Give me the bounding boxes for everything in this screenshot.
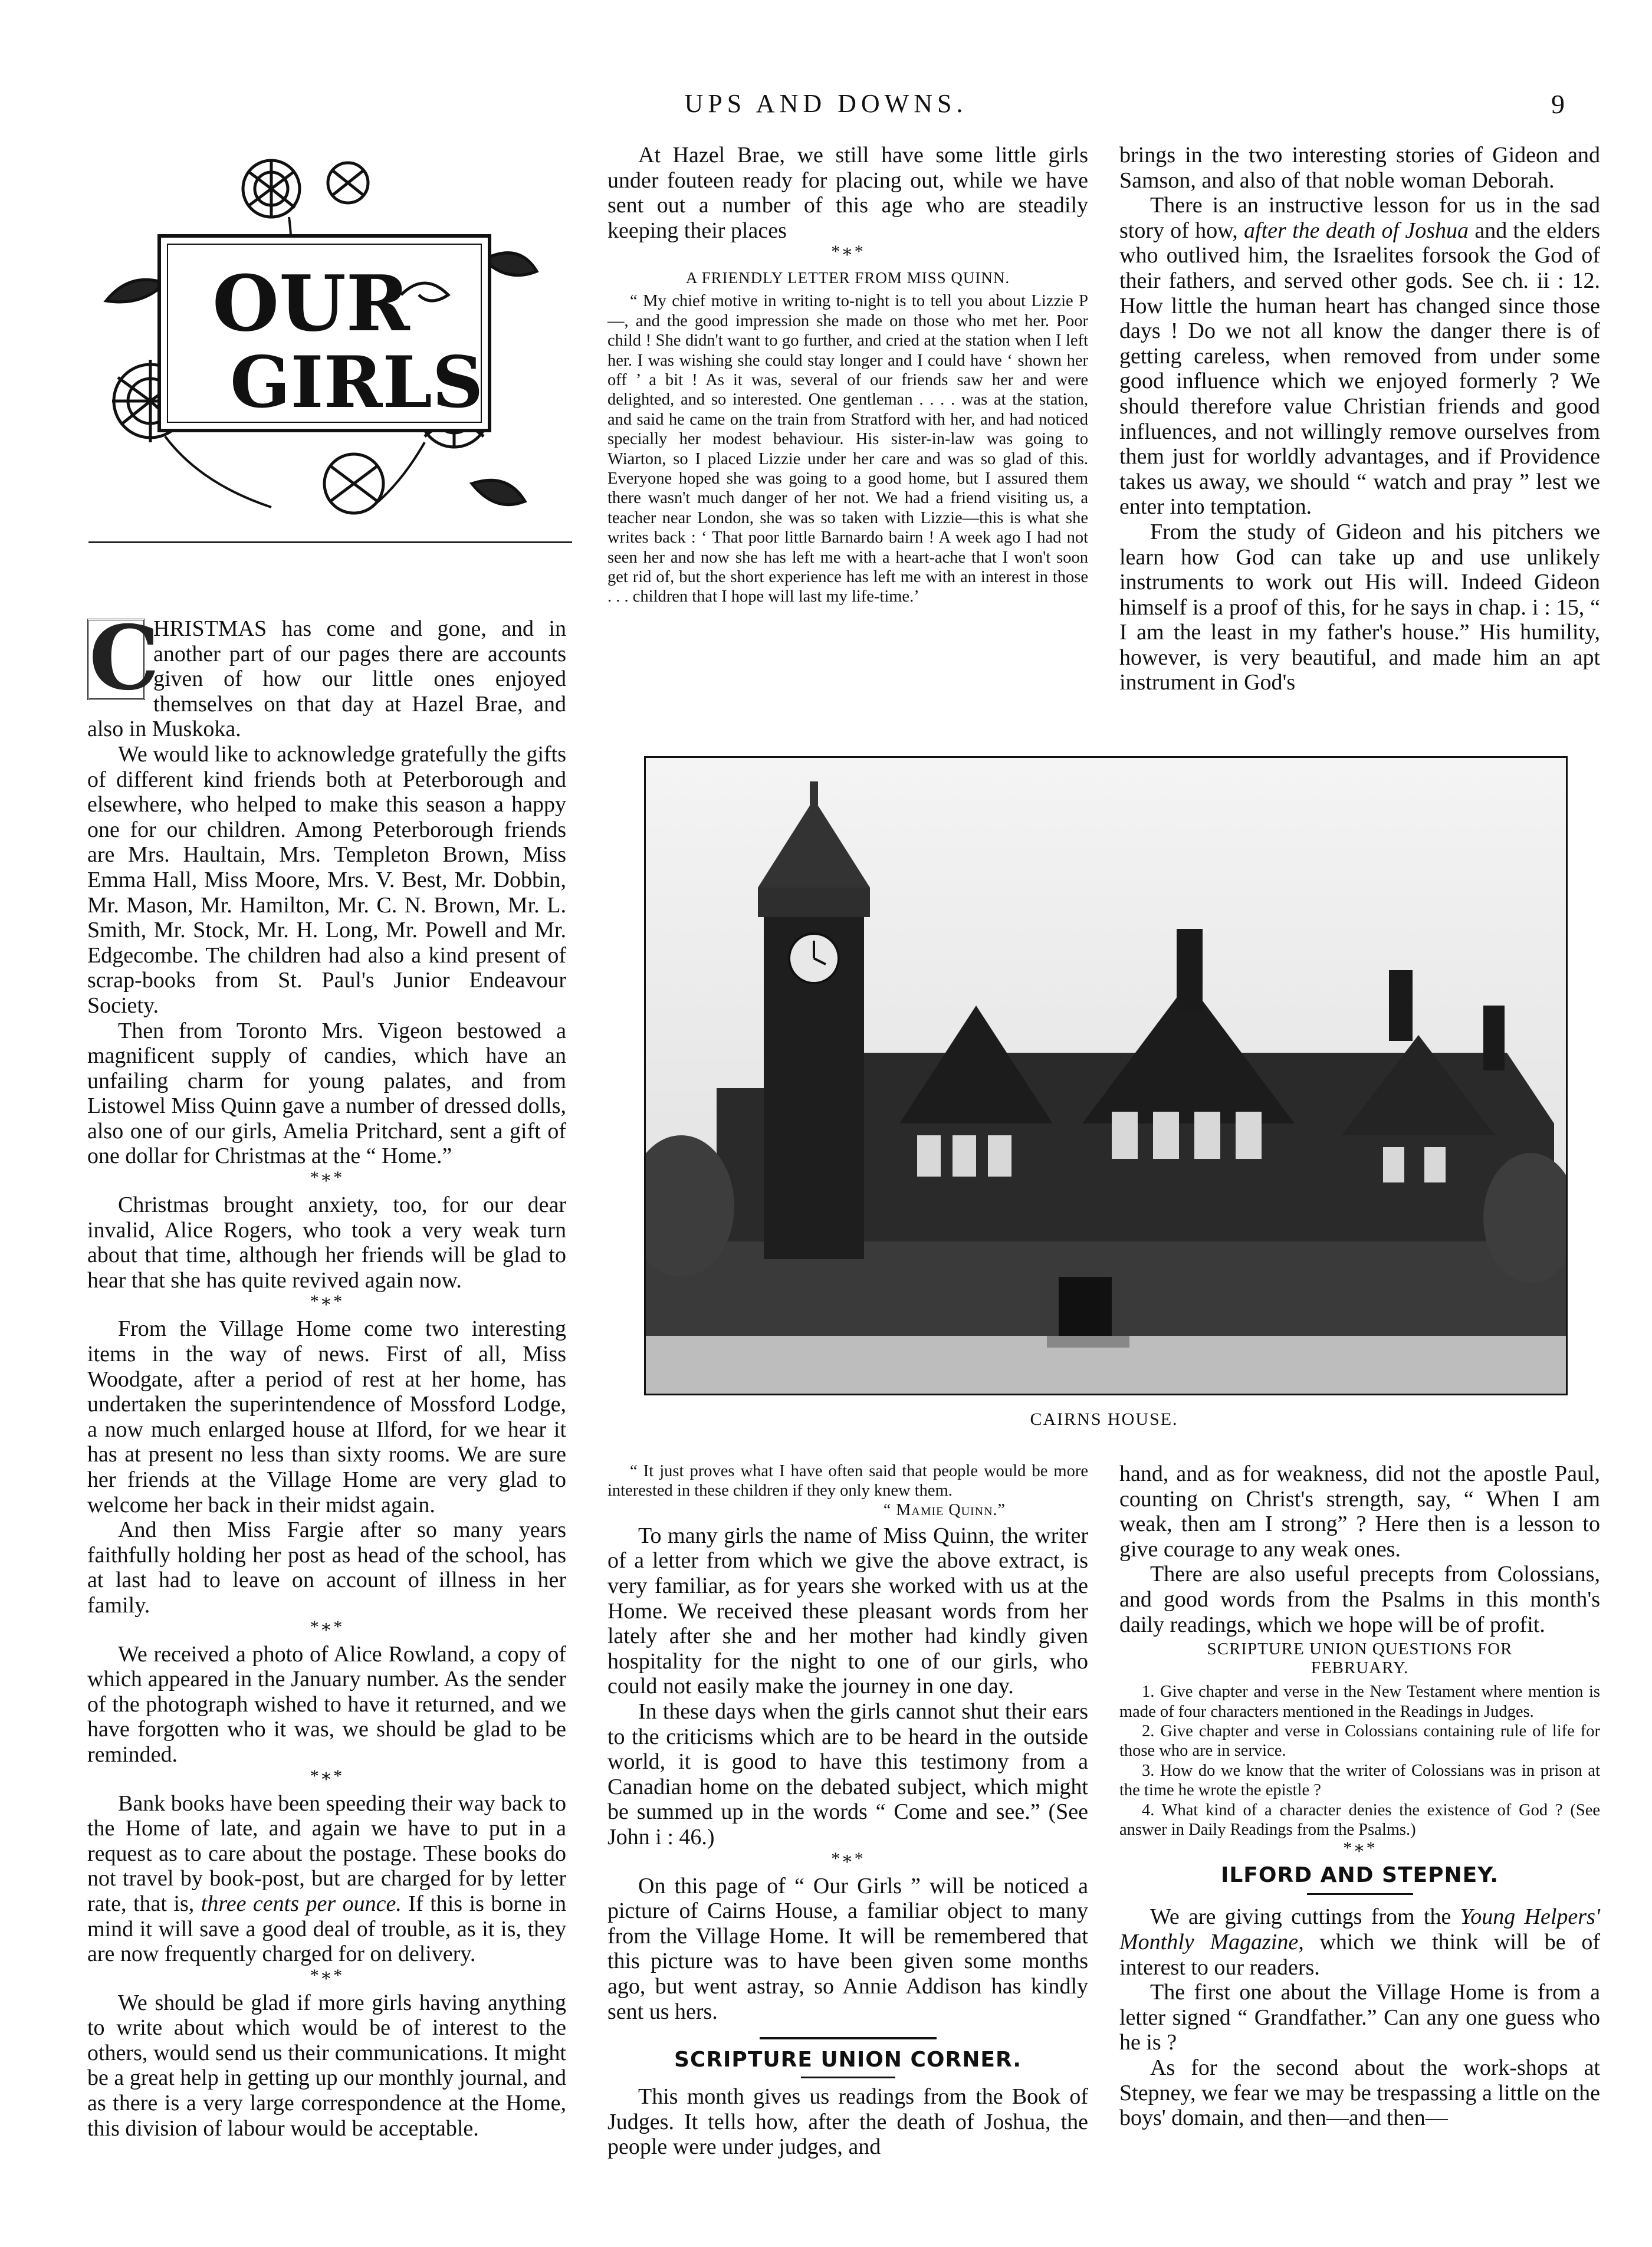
asterism: *∗* bbox=[310, 1168, 344, 1188]
middle-column-lower bbox=[607, 1461, 1088, 2160]
paragraph-alice-rogers: Christmas brought anxiety, too, for our dear invalid, Alice Rogers, who took a very weak turn about that time, although her friends will be glad to hear that she has quite revived again now. bbox=[87, 1193, 566, 1293]
asterism: *∗* bbox=[310, 1965, 344, 1985]
our-girls-banner bbox=[94, 153, 543, 531]
opening-text: HRISTMAS has come and gone, and in another part of our pages there are accounts given of how our little ones enjoyed themselves on that day at Hazel Brae, and also in Muskoka. bbox=[87, 616, 566, 742]
paragraph-weakness: hand, and as for weakness, did not the apostle Paul, counting on Christ's strength, say, “ When I am weak, then am I strong” ? Here then is a lesson to give courage to any weak ones. bbox=[1119, 1461, 1600, 1562]
asterism: *∗* bbox=[310, 1766, 344, 1786]
paragraph-bank-books: Bank books have been speeding their way back to the Home of late, and again we have to put in a request as to care about the postage. These books do not travel by book-post, but are charged for by letter rate, that is, three cents per ounce. If this is borne in mind it will save a good deal of trouble, as it is, they are now frequently charged for on delivery. bbox=[87, 1791, 566, 1967]
asterism: *∗* bbox=[310, 1292, 344, 1312]
letter-signature: “ Mamie Quinn.” bbox=[883, 1500, 1006, 1519]
building-illustration bbox=[646, 758, 1566, 1394]
right-column-lower bbox=[1119, 1461, 1600, 2131]
asterism: *∗* bbox=[831, 242, 865, 262]
running-head: UPS AND DOWNS. bbox=[684, 89, 968, 118]
paragraph-stepney: As for the second about the work-shops at Stepney, we fear we may be trespassing a little on the boys' domain, and then—and then— bbox=[1119, 2055, 1600, 2131]
paragraph-hazel-brae: At Hazel Brae, we still have some little girls under fouteen ready for placing out, while we have sent out a number of this age who are steadily keeping their places bbox=[607, 143, 1088, 243]
asterism: *∗* bbox=[831, 1848, 865, 1868]
chrysanthemum-top-icon bbox=[243, 160, 368, 217]
questions-heading-line1: SCRIPTURE UNION QUESTIONS FOR bbox=[1207, 1640, 1513, 1659]
question-1: 1. Give chapter and verse in the New Testament where mention is made of four characters mentioned in the Readings in Judges. bbox=[1119, 1683, 1600, 1721]
section-rule-short bbox=[1307, 1893, 1413, 1895]
paragraph-gideon-samson: brings in the two interesting stories of Gideon and Samson, and also of that noble woman Deborah. bbox=[1119, 143, 1600, 193]
paragraph-toronto: Then from Toronto Mrs. Vigeon bestowed a magnificent supply of candies, which have an unfailing charm for young palates, and from Listowel Miss Quinn gave a number of dressed dolls, also one of our girls, Amelia Pritchard, sent a gift of one dollar for Christmas at the “ Home.” bbox=[87, 1018, 566, 1169]
drop-cap: C bbox=[87, 619, 145, 700]
photo-caption: CAIRNS HOUSE. bbox=[1030, 1410, 1178, 1429]
paragraph-colossians: There are also useful precepts from Colossians, and good words from the Psalms in this month's daily readings, which we hope will be of profit. bbox=[1119, 1562, 1600, 1637]
page-number: 9 bbox=[1551, 89, 1565, 119]
cairns-house-photo bbox=[644, 756, 1568, 1395]
divider-rule bbox=[88, 541, 572, 543]
paragraph-grandfather: The first one about the Village Home is from a letter signed “ Grandfather.” Can any one guess who he is ? bbox=[1119, 1980, 1600, 2055]
question-4: 4. What kind of a character denies the existence of God ? (See answer in Daily Readings from the Psalms.) bbox=[1119, 1801, 1600, 1839]
section-rule bbox=[760, 2037, 937, 2048]
paragraph-miss-fargie: And then Miss Fargie after so many years faithfully holding her post as head of the school, has at last had to leave on account of illness in her family. bbox=[87, 1517, 566, 1618]
question-3: 3. How do we know that the writer of Colossians was in prison at the time he wrote the epistle ? bbox=[1119, 1761, 1600, 1800]
opening-paragraph bbox=[87, 606, 566, 742]
paragraph-thanks: We would like to acknowledge gratefully the gifts of different kind friends both at Peterborough and elsewhere, who helped to make this season a happy one for our children. Among Peterborough friends are Mrs. Haultain, Mrs. Templeton Brown, Miss Emma Hall, Miss Moore, Mrs. V. Best, Mr. Dobbin, Mr. Mason, Mr. Hamilton, Mr. C. N. Brown, Mr. L. Smith, Mr. Stock, Mr. H. Long, Mr. Powell and Mr. Edgecombe. The children had also a kind present of scrap-books from St. Paul's Junior Endeavour Society. bbox=[87, 741, 566, 1018]
banner-word-girls: GIRLS bbox=[230, 341, 484, 424]
asterism: *∗* bbox=[310, 1617, 344, 1637]
middle-column-upper bbox=[607, 143, 1088, 607]
banner-word-our: OUR bbox=[212, 258, 410, 349]
paragraph-miss-quinn: To many girls the name of Miss Quinn, the writer of a letter from which we give the above extract, is very familiar, as for years she worked with us at the Home. We received these pleasant words from her lately after she and her mother had kindly given hospitality for the night to one of our girls, who could not easily make the journey in one day. bbox=[607, 1523, 1088, 1699]
paragraph-gideon-pitchers: From the study of Gideon and his pitchers we learn how God can take up and use unlikely instruments to work out His will. Indeed Gideon himself is a proof of this, for he says in chap. i : 15, “ I am the least in my father's house.” His humility, however, is very beautiful, and made him an apt instrument in God's bbox=[1119, 519, 1600, 695]
paragraph-cuttings: We are giving cuttings from the Young Helpers' Monthly Magazine, which we think will be of interest to our readers. bbox=[1119, 1904, 1600, 1980]
paragraph-communications: We should be glad if more girls having anything to write about which would be of interest to the others, would send us their communications. It might be a great help in getting up our monthly journal, and as there is a very large correspondence at the Home, this division of labour would be acceptable. bbox=[87, 1990, 566, 2141]
letter-ending: “ It just proves what I have often said that people would be more interested in these children if they only knew them. bbox=[607, 1462, 1088, 1500]
paragraph-testimony: In these days when the girls cannot shut their ears to the criticisms which are to be heard in the outside world, it is good to have this testimony from a Canadian home on the debated subject, which might be summed up in the words “ Come and see.” (See John i : 46.) bbox=[607, 1699, 1088, 1849]
section-rule-short bbox=[801, 2077, 895, 2078]
asterism: *∗* bbox=[1343, 1838, 1377, 1858]
paragraph-village-home: From the Village Home come two interesting items in the way of news. First of all, Miss Woodgate, after a period of rest at her home, has undertaken the superintendence of Mossford Lodge, a now much enlarged house at Ilford, for we hear it has at present no less than sixty rooms. We are sure her friends at the Village Home are very glad to welcome her back in their midst again. bbox=[87, 1316, 566, 1517]
heading-ilford-stepney: ILFORD AND STEPNEY. bbox=[1220, 1863, 1499, 1888]
paragraph-cairns-house: On this page of “ Our Girls ” will be noticed a picture of Cairns House, a familiar object to many from the Village Home. It will be remembered that this picture was to have been given some months ago, but went astray, so Annie Addison has kindly sent us hers. bbox=[607, 1873, 1088, 2024]
right-column-upper bbox=[1119, 143, 1600, 695]
paragraph-alice-rowland: We received a photo of Alice Rowland, a copy of which appeared in the January number. As the sender of the photograph wished to have it returned, and we have forgotten who it was, we should be glad to be reminded. bbox=[87, 1641, 566, 1767]
heading-scripture-union-corner: SCRIPTURE UNION CORNER. bbox=[674, 2048, 1022, 2072]
left-column bbox=[87, 606, 566, 2141]
letter-heading: A FRIENDLY LETTER FROM MISS QUINN. bbox=[685, 269, 1010, 287]
letter-body: “ My chief motive in writing to-night is to tell you about Lizzie P—, and the good impression she made on those who met her. Poor child ! She didn't want to go further, and cried at the station when I left her. I was wishing she could stay longer and I could have ‘ shown her off ’ a bit ! As it was, several of our friends saw her and were delighted, and so interested. One gentleman . . . . was at the station, and said he came on the train from Stratford with her, and had noticed specially her modest behaviour. His sister-in-law was going to Wiarton, so I placed Lizzie under her care and was so glad of this. Everyone hoped she was going to a good home, but I assured them there wasn't much danger of her not. We had a friend visiting us, a teacher near London, she was so taken with Lizzie—this is what she writes back : ‘ That poor little Barnardo bairn ! A week ago I had not seen her and now she has left me with a heart-ache that I won't soon get rid of, but the short experience has left me with an interest in those . . . children that I hope will last my life-time.’ bbox=[607, 292, 1088, 606]
questions-heading-line2: FEBRUARY. bbox=[1311, 1658, 1409, 1678]
question-2: 2. Give chapter and verse in Colossians containing rule of life for those who are in service. bbox=[1119, 1722, 1600, 1760]
paragraph-judges: This month gives us readings from the Book of Judges. It tells how, after the death of Joshua, the people were under judges, and bbox=[607, 2084, 1088, 2160]
paragraph-lesson: There is an instructive lesson for us in the sad story of how, after the death of Joshua and the elders who outlived him, the Israelites forsook the God of their fathers, and served other gods. See ch. ii : 12. How little the human heart has changed since those days ! Do we not all know the danger there is of getting careless, when removed from under some good influence which we enjoyed formerly ? We should therefore value Christian friends and good influences, and not willingly remove ourselves from them just for worldly advantages, and if Providence takes us away, we should “ watch and pray ” lest we enter into temptation. bbox=[1119, 193, 1600, 520]
